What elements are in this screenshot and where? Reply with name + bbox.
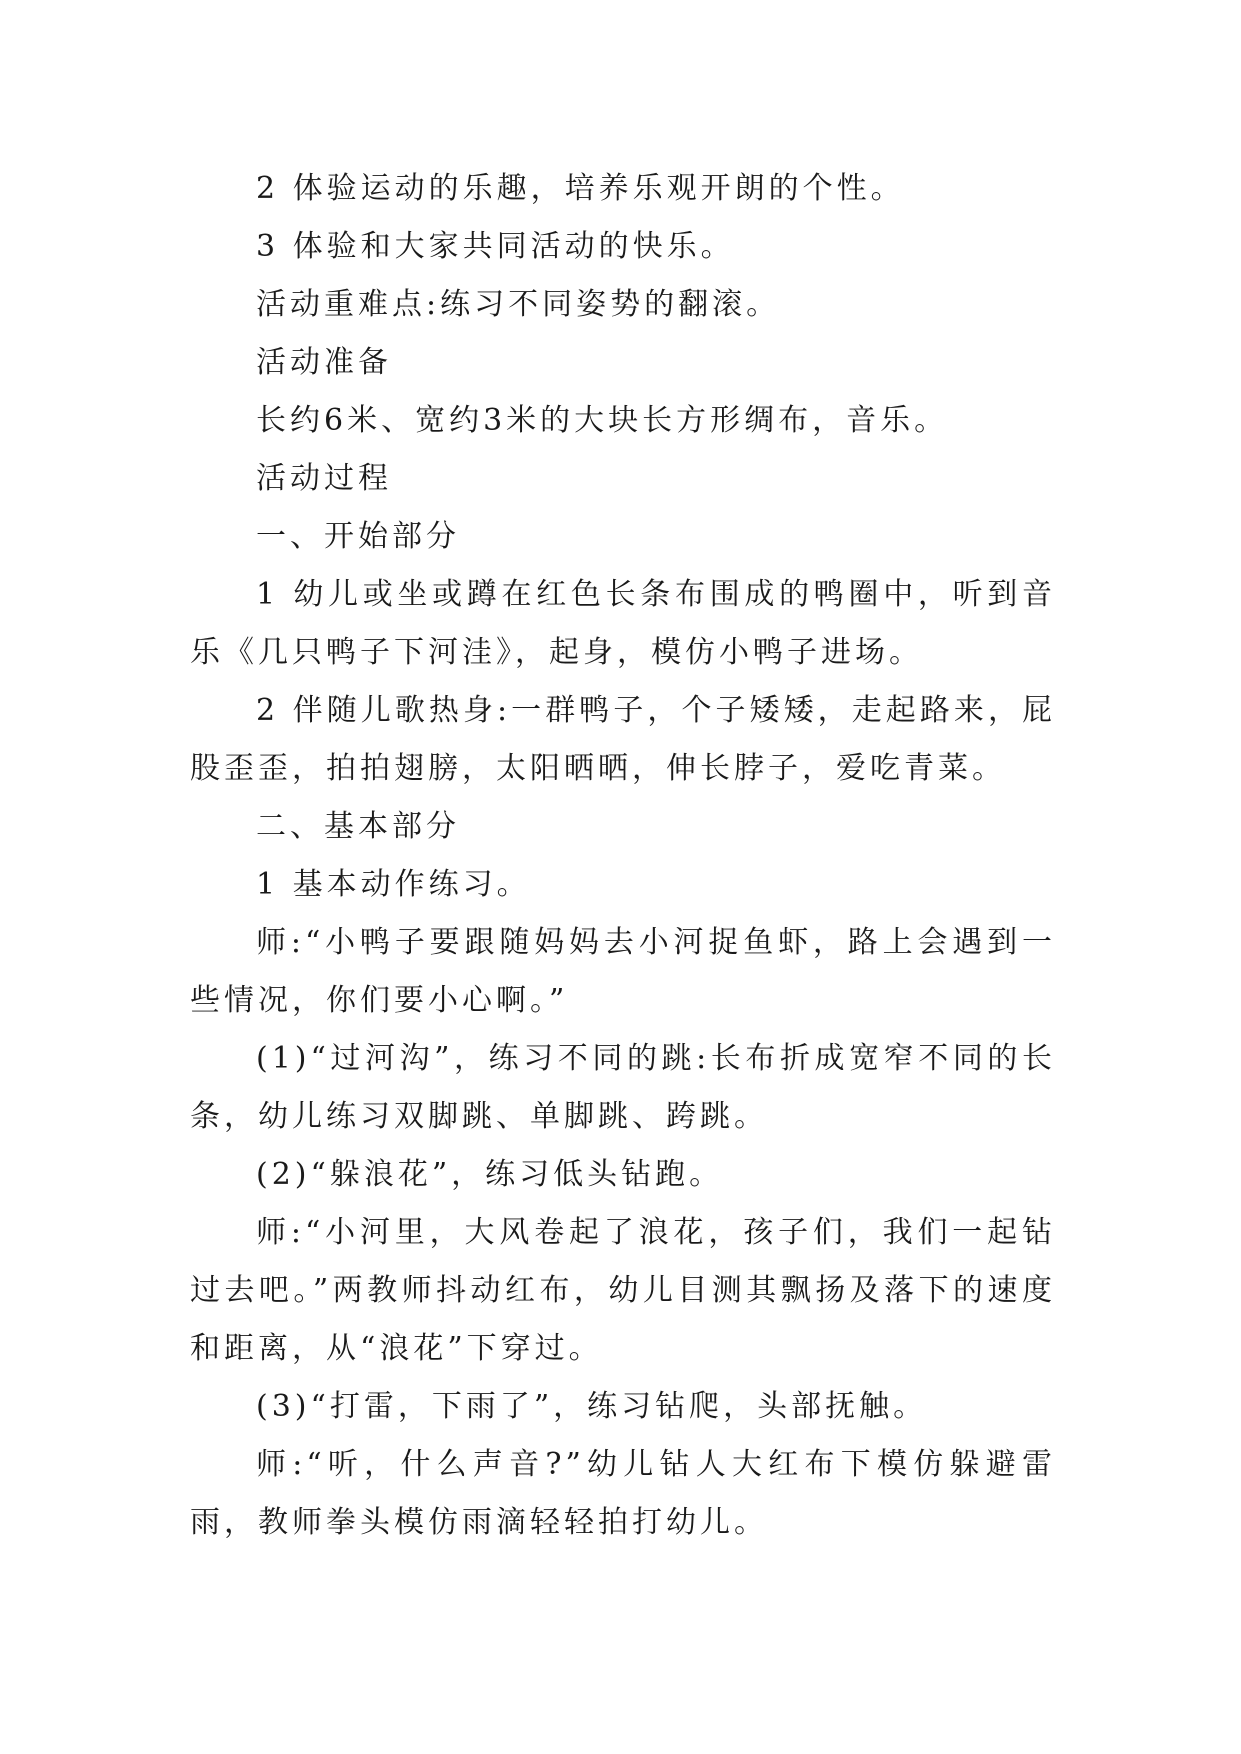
paragraph-basic-practice: 1 基本动作练习。 (256, 867, 531, 902)
paragraph-key-difficulty: 活动重难点:练习不同姿势的翻滚。 (256, 287, 781, 322)
paragraph-activity-3: (3)“打雷，下雨了”，练习钻爬，头部抚触。 (256, 1389, 928, 1424)
heading-part-two: 二、基本部分 (256, 809, 460, 844)
heading-preparation: 活动准备 (256, 345, 392, 380)
paragraph-activity-2: (2)“躲浪花”，练习低头钻跑。 (256, 1157, 724, 1192)
paragraph-step-2: 2 伴随儿歌热身:一群鸭子，个子矮矮，走起路来，屁股歪歪，拍拍翅膀，太阳晒晒，伸长脖子，爱吃青菜。 (190, 693, 1056, 786)
paragraph-step-1: 1 幼儿或坐或蹲在红色长条布围成的鸭圈中，听到音乐《几只鸭子下河洼》，起身，模仿小鸭子进场。 (190, 577, 1056, 670)
heading-part-one: 一、开始部分 (256, 519, 460, 554)
paragraph-goal-2: 2 体验运动的乐趣，培养乐观开朗的个性。 (256, 171, 905, 206)
paragraph-teacher-waves: 师:“小河里，大风卷起了浪花，孩子们，我们一起钻过去吧。”两教师抖动红布，幼儿目测其飘扬及落下的速度和距离，从“浪花”下穿过。 (190, 1215, 1056, 1366)
paragraph-goal-3: 3 体验和大家共同活动的快乐。 (256, 229, 735, 264)
document-body (190, 160, 1056, 1552)
paragraph-activity-1: (1)“过河沟”，练习不同的跳:长布折成宽窄不同的长条，幼儿练习双脚跳、单脚跳、跨跳。 (190, 1041, 1056, 1134)
paragraph-teacher-intro: 师:“小鸭子要跟随妈妈去小河捉鱼虾，路上会遇到一些情况，你们要小心啊。” (190, 925, 1056, 1018)
paragraph-materials: 长约6米、宽约3米的大块长方形绸布，音乐。 (256, 403, 949, 438)
paragraph-teacher-thunder: 师:“听，什么声音?”幼儿钻人大红布下模仿躲避雷雨，教师拳头模仿雨滴轻轻拍打幼儿。 (190, 1447, 1056, 1540)
heading-process: 活动过程 (256, 461, 392, 496)
